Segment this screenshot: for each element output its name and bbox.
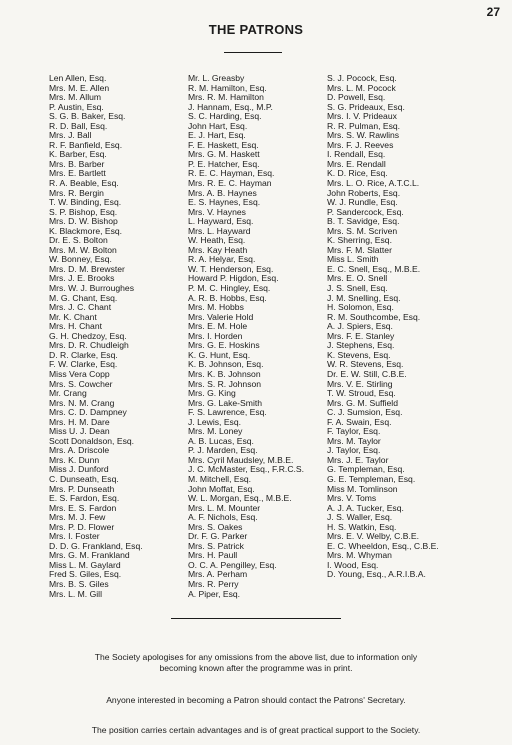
patron-name: J. Taylor, Esq.	[327, 445, 381, 456]
patron-name: Mrs. J. E. Brooks	[49, 273, 115, 284]
patron-name: Mrs. A. Driscole	[49, 445, 110, 456]
patron-name: A. Piper, Esq.	[188, 588, 241, 599]
patron-name: P. M. C. Hingley, Esq.	[188, 283, 271, 294]
patron-name: Mrs. G. King	[188, 388, 236, 399]
patron-name: Mrs. K. Dunn	[49, 454, 100, 465]
patron-name: Miss Vera Copp	[49, 368, 110, 379]
patron-name: E. J. Hart, Esq.	[188, 130, 246, 141]
patron-name: F. W. Clarke, Esq.	[49, 359, 118, 370]
patron-name: Mrs. A. B. Haynes	[188, 187, 257, 198]
patron-name: D. D. G. Frankland, Esq.	[49, 540, 143, 551]
patron-name: Mrs. E. V. Welby, C.B.E.	[327, 531, 420, 542]
patron-name: Mrs. M. Whyman	[327, 550, 392, 561]
patron-name: Mrs. I. Horden	[188, 330, 243, 341]
patron-name: Mr. Crang	[49, 388, 87, 399]
patron-name: Mrs. V. Toms	[327, 493, 377, 504]
patron-name: F. Taylor, Esq.	[327, 426, 381, 437]
patron-name: Mrs. L. Hayward	[188, 225, 251, 236]
patron-name: Mrs. D. M. Brewster	[49, 263, 125, 274]
patron-name: Mrs. S. M. Scriven	[327, 225, 398, 236]
patron-name: Scott Donaldson, Esq.	[49, 435, 135, 446]
patron-name: R. A. Beable, Esq.	[49, 178, 119, 189]
patron-column-3	[327, 74, 439, 580]
patron-name: Mrs. E. M. Hole	[188, 321, 248, 332]
patron-name: Mrs. M. Allum	[49, 92, 102, 103]
patron-name: K. D. Rice, Esq.	[327, 168, 388, 179]
patron-name: G. E. Templeman, Esq.	[327, 473, 416, 484]
patron-name: Mrs. Kay Heath	[188, 244, 248, 255]
patron-name: W. J. Rundle, Esq.	[327, 197, 398, 208]
patron-name: Mrs. Valerie Hold	[188, 311, 254, 322]
patron-name: John Roberts, Esq.	[327, 187, 401, 198]
patron-name: Mrs. C. D. Dampney	[49, 407, 127, 418]
patron-name: S. J. Pocock, Esq.	[327, 73, 397, 83]
patron-name: Dr. F. G. Parker	[188, 531, 248, 542]
footer-divider	[171, 618, 341, 619]
patron-name: Mrs. R. Perry	[188, 578, 239, 589]
patron-name: M. Mitchell, Esq.	[188, 473, 252, 484]
patron-name: E. S. Fardon, Esq.	[49, 493, 120, 504]
patron-column-1	[49, 74, 143, 599]
patron-name: J. S. Waller, Esq.	[327, 512, 393, 523]
patron-name: Mrs. F. J. Reeves	[327, 139, 394, 150]
patron-name: Miss L. M. Gaylard	[49, 559, 121, 570]
patron-name: Miss M. Tomlinson	[327, 483, 398, 494]
patron-name: Mrs. N. M. Crang	[49, 397, 115, 408]
patron-name: P. Sandercock, Esq.	[327, 206, 404, 217]
patron-name: Mrs. I. Foster	[49, 531, 100, 542]
patron-name: Mrs. L. M. Gill	[49, 588, 102, 599]
advantages-note: The position carries certain advantages and is of great practical support to the Society.	[91, 725, 421, 735]
patron-name: Mrs. H. Paull	[188, 550, 238, 561]
patron-name: Mrs. H. Chant	[49, 321, 103, 332]
patron-name: Mrs. B. S. Giles	[49, 578, 109, 589]
patron-name: J. Stephens, Esq.	[327, 340, 395, 351]
patron-name: G. H. Chedzoy, Esq.	[49, 330, 127, 341]
patron-name: Mrs. F. E. Stanley	[327, 330, 395, 341]
patron-name: Mrs. S. Oakes	[188, 521, 243, 532]
patron-name: Mrs. P. Dunseath	[49, 483, 115, 494]
omissions-note	[0, 652, 512, 674]
patron-name: Mrs. S. R. Johnson	[188, 378, 262, 389]
patron-name: I. Wood, Esq.	[327, 559, 379, 570]
patron-name: H. Solomon, Esq.	[327, 302, 394, 313]
patron-name: Mrs. E. Bartlett	[49, 168, 106, 179]
patron-name: I. Rendall, Esq.	[327, 149, 386, 160]
patron-name: A. F. Nichols, Esq.	[188, 512, 258, 523]
omissions-note-line-2: becoming known after the programme was in print.	[159, 663, 353, 673]
patron-name: Mrs. E. S. Fardon	[49, 502, 117, 513]
patron-name: Mrs. J. C. Chant	[49, 302, 112, 313]
patron-name: S. G. Prideaux, Esq.	[327, 101, 405, 112]
patron-name: Mrs. F. M. Slatter	[327, 244, 392, 255]
patron-name: Mrs. R. Bergin	[49, 187, 104, 198]
patron-name: Mrs. K. B. Johnson	[188, 368, 261, 379]
patron-name: Dr. E. S. Bolton	[49, 235, 108, 246]
patron-name: E. C. Wheeldon, Esq., C.B.E.	[327, 540, 439, 551]
patron-name: B. T. Savidge, Esq.	[327, 216, 400, 227]
patron-name: Mrs. V. Haynes	[188, 206, 246, 217]
patron-name: W. Heath, Esq.	[188, 235, 246, 246]
patron-name: D. Young, Esq., A.R.I.B.A.	[327, 569, 426, 580]
omissions-note-line-1: The Society apologises for any omissions from the above list, due to information only	[94, 652, 418, 662]
patron-name: A. B. Lucas, Esq.	[188, 435, 254, 446]
patron-name: P. J. Marden, Esq.	[188, 445, 258, 456]
patron-name: K. G. Hunt, Esq.	[188, 349, 251, 360]
patron-name: K. Sherring, Esq.	[327, 235, 392, 246]
patron-name: Mr. K. Chant	[49, 311, 97, 322]
patron-name: F. S. Lawrence, Esq.	[188, 407, 267, 418]
patron-name: Fred S. Giles, Esq.	[49, 569, 122, 580]
patron-name: Mrs. L. M. Pocock	[327, 82, 396, 93]
patron-name: A. R. B. Hobbs, Esq.	[188, 292, 267, 303]
patron-name: G. Templeman, Esq.	[327, 464, 405, 475]
patron-name: T. W. Stroud, Esq.	[327, 388, 396, 399]
contact-note: Anyone interested in becoming a Patron should contact the Patrons' Secretary.	[106, 695, 406, 705]
patron-name: Mrs. S. Cowcher	[49, 378, 113, 389]
patron-name: Mrs. W. J. Burroughes	[49, 283, 135, 294]
patron-name: M. G. Chant, Esq.	[49, 292, 118, 303]
patron-name: Mrs. D. W. Bishop	[49, 216, 118, 227]
patron-name: E. S. Haynes, Esq.	[188, 197, 261, 208]
patron-name: P. Austin, Esq.	[49, 101, 104, 112]
patron-name: Mr. L. Greasby	[188, 73, 245, 83]
patron-name: O. C. A. Pengilley, Esq.	[188, 559, 277, 570]
patron-name: Mrs. G. M. Frankland	[49, 550, 130, 561]
patron-name: A. J. A. Tucker, Esq.	[327, 502, 404, 513]
patron-name: Mrs. L. M. Mounter	[188, 502, 261, 513]
patron-name: S. P. Bishop, Esq.	[49, 206, 118, 217]
patron-name: John Hart, Esq.	[188, 120, 248, 131]
patron-name: Mrs. B. Barber	[49, 158, 105, 169]
patron-name: S. G. B. Baker, Esq.	[49, 111, 126, 122]
patron-name: W. T. Henderson, Esq.	[188, 263, 274, 274]
patron-name: F. E. Haskett, Esq.	[188, 139, 259, 150]
patron-name: K. Barber, Esq.	[49, 149, 107, 160]
patron-name: J. S. Snell, Esq.	[327, 283, 388, 294]
patron-name: D. Powell, Esq.	[327, 92, 386, 103]
patron-name: R. D. Ball, Esq.	[49, 120, 108, 131]
patron-name: K. Stevens, Esq.	[327, 349, 391, 360]
patron-name: R. M. Southcombe, Esq.	[327, 311, 421, 322]
page-title: THE PATRONS	[208, 22, 304, 37]
patron-name: K. Blackmore, Esq.	[49, 225, 123, 236]
patron-name: H. S. Watkin, Esq.	[327, 521, 397, 532]
patron-name: Mrs. H. M. Dare	[49, 416, 110, 427]
patron-name: Mrs. R. M. Hamilton	[188, 92, 264, 103]
patron-name: John Moffat, Esq.	[188, 483, 255, 494]
patron-name: Mrs. M. E. Allen	[49, 82, 110, 93]
patron-name: Mrs. E. Rendall	[327, 158, 386, 169]
patron-name: J. Lewis, Esq.	[188, 416, 242, 427]
patron-name: Mrs. L. O. Rice, A.T.C.L.	[327, 178, 420, 189]
patron-name: P. E. Hatcher, Esq.	[188, 158, 260, 169]
patron-name: Mrs. Cyril Maudsley, M.B.E.	[188, 454, 294, 465]
patron-name: Mrs. S. W. Rawlins	[327, 130, 400, 141]
patron-name: Howard P. Higdon, Esq.	[188, 273, 279, 284]
patron-name: R. M. Hamilton, Esq.	[188, 82, 267, 93]
patron-name: K. B. Johnson, Esq.	[188, 359, 264, 370]
patron-name: Mrs. M. J. Few	[49, 512, 106, 523]
patron-name: W. L. Morgan, Esq., M.B.E.	[188, 493, 292, 504]
patron-name: Dr. E. W. Still, C.B.E.	[327, 368, 407, 379]
patron-name: T. W. Binding, Esq.	[49, 197, 122, 208]
patron-name: J. M. Snelling, Esq.	[327, 292, 401, 303]
patron-name: R. A. Helyar, Esq.	[188, 254, 256, 265]
patron-name: E. C. Snell, Esq., M.B.E.	[327, 263, 421, 274]
patron-name: W. R. Stevens, Esq.	[327, 359, 404, 370]
patron-name: Mrs. G. M. Suffield	[327, 397, 398, 408]
patron-name: L. Hayward, Esq.	[188, 216, 254, 227]
patron-name: Mrs. E. O. Snell	[327, 273, 388, 284]
patron-name: C. Dunseath, Esq.	[49, 473, 119, 484]
patron-name: W. Bonney, Esq.	[49, 254, 112, 265]
patron-name: Miss J. Dunford	[49, 464, 109, 475]
patron-name: Miss L. Smith	[327, 254, 379, 265]
patron-name: Mrs. G. M. Haskett	[188, 149, 260, 160]
patron-name: Mrs. G. Lake-Smith	[188, 397, 263, 408]
patron-name: Len Allen, Esq.	[49, 73, 107, 83]
patron-name: Mrs. M. W. Bolton	[49, 244, 117, 255]
patron-name: A. J. Spiers, Esq.	[327, 321, 393, 332]
patron-name: Mrs. J. E. Taylor	[327, 454, 389, 465]
patron-name: Mrs. A. Perham	[188, 569, 248, 580]
patron-name: Miss U. J. Dean	[49, 426, 110, 437]
patron-name: Mrs. G. E. Hoskins	[188, 340, 260, 351]
patron-name: S. C. Harding, Esq.	[188, 111, 262, 122]
patron-name: J. C. McMaster, Esq., F.R.C.S.	[188, 464, 305, 475]
patron-name: Mrs. M. Loney	[188, 426, 243, 437]
patron-name: Mrs. I. V. Prideaux	[327, 111, 397, 122]
patron-name: Mrs. P. D. Flower	[49, 521, 115, 532]
patron-name: F. A. Swain, Esq.	[327, 416, 392, 427]
patron-name: Mrs. M. Taylor	[327, 435, 381, 446]
patron-name: Mrs. R. E. C. Hayman	[188, 178, 272, 189]
patron-name: Mrs. J. Ball	[49, 130, 92, 141]
title-divider	[224, 52, 282, 53]
patron-name: Mrs. V. E. Stirling	[327, 378, 393, 389]
patron-column-2	[188, 74, 304, 599]
patron-name: Mrs. M. Hobbs	[188, 302, 244, 313]
patron-name: Mrs. S. Patrick	[188, 540, 244, 551]
patron-name: C. J. Sumsion, Esq.	[327, 407, 403, 418]
patron-name: Mrs. D. R. Chudleigh	[49, 340, 129, 351]
patron-name: R. E. C. Hayman, Esq.	[188, 168, 275, 179]
patron-name: R. R. Pulman, Esq.	[327, 120, 401, 131]
page-number: 27	[486, 5, 500, 19]
patron-name: R. F. Banfield, Esq.	[49, 139, 123, 150]
patron-name: J. Hannam, Esq., M.P.	[188, 101, 273, 112]
patron-name: D. R. Clarke, Esq.	[49, 349, 118, 360]
